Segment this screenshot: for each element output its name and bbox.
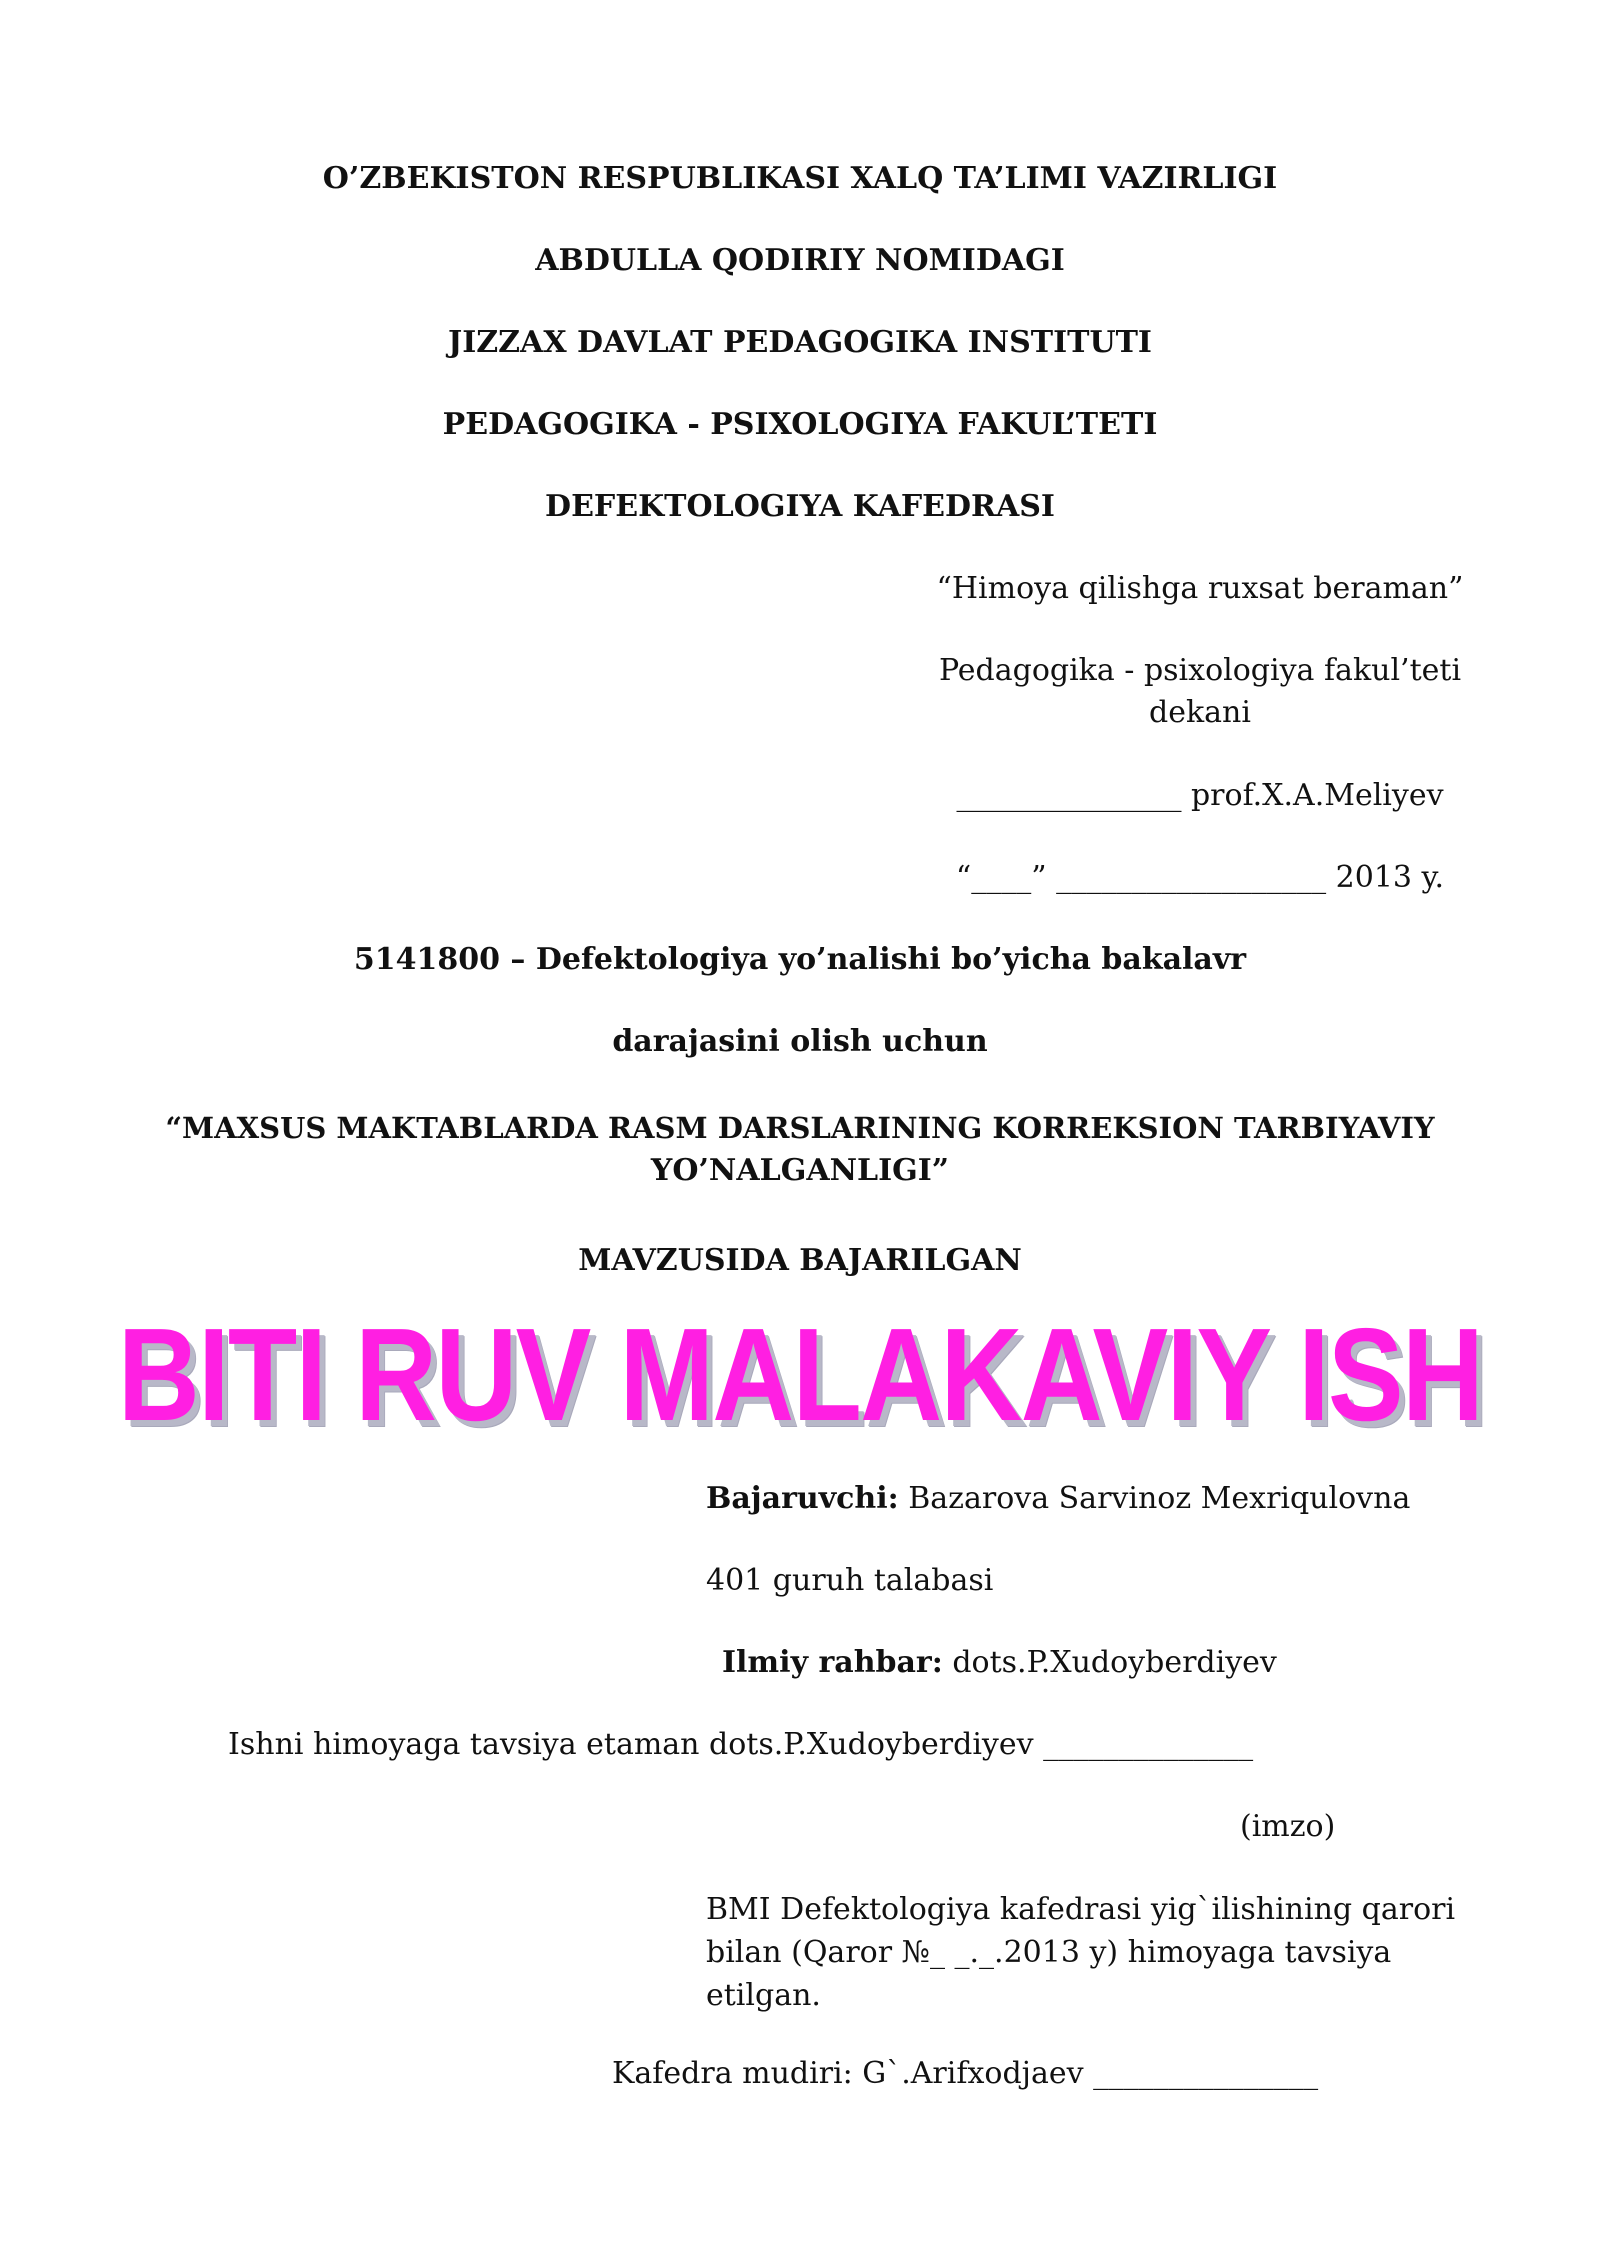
topic-subtitle: MAVZUSIDA BAJARILGAN bbox=[578, 1243, 1022, 1278]
approval-dean-line1: Pedagogika - psixologiya fakul’teti bbox=[938, 653, 1462, 688]
degree-line2: darajasini olish uchun bbox=[612, 1024, 988, 1059]
author-label: Bajaruvchi: bbox=[706, 1481, 899, 1516]
author-name: Bazarova Sarvinoz Mexriqulovna bbox=[908, 1481, 1411, 1516]
topic-line2: YO’NALGANLIGI” bbox=[650, 1153, 950, 1188]
work-title: BITI RUV MALAKAVIY ISH bbox=[117, 1301, 1483, 1448]
supervisor-line bbox=[722, 1642, 1277, 1684]
supervisor-label: Ilmiy rahbar: bbox=[722, 1645, 943, 1680]
topic-line1: “MAXSUS MAKTABLARDA RASM DARSLARINING KORREKSION TARBIYAVIY bbox=[165, 1111, 1435, 1145]
approval-permission: “Himoya qilishga ruxsat beraman” bbox=[936, 571, 1464, 606]
department-head-line: Kafedra mudiri: G`.Arifxodjaev _______________ bbox=[612, 2056, 1319, 2091]
author-line bbox=[706, 1478, 1410, 1520]
supervisor-name: dots.P.Xudoyberdiyev bbox=[952, 1645, 1277, 1680]
recommend-line: Ishni himoyaga tavsiya etaman dots.P.Xudoyberdiyev ______________ bbox=[228, 1727, 1254, 1762]
signature-note: (imzo) bbox=[1240, 1809, 1336, 1844]
named-after-heading: ABDULLA QODIRIY NOMIDAGI bbox=[535, 243, 1065, 278]
approval-signature: _______________ prof.X.A.Meliyev bbox=[956, 778, 1444, 813]
approval-dean-line2: dekani bbox=[1149, 695, 1251, 730]
author-group: 401 guruh talabasi bbox=[706, 1563, 994, 1598]
degree-line1: 5141800 – Defektologiya yo’nalishi bo’yicha bakalavr bbox=[353, 942, 1247, 977]
approval-date: “____” __________________ 2013 y. bbox=[955, 860, 1445, 895]
ministry-heading: O’ZBEKISTON RESPUBLIKASI XALQ TA’LIMI VAZIRLIGI bbox=[322, 161, 1278, 196]
decision-paragraph: BMI Defektologiya kafedrasi yig`ilishining qarori bilan (Qaror №_ _._.2013 y) himoyaga tavsiya etilgan. bbox=[706, 1892, 1456, 2013]
faculty-heading: PEDAGOGIKA - PSIXOLOGIYA FAKUL’TETI bbox=[442, 407, 1158, 442]
department-heading: DEFEKTOLOGIYA KAFEDRASI bbox=[545, 489, 1055, 524]
institute-heading: JIZZAX DAVLAT PEDAGOGIKA INSTITUTI bbox=[448, 325, 1152, 360]
